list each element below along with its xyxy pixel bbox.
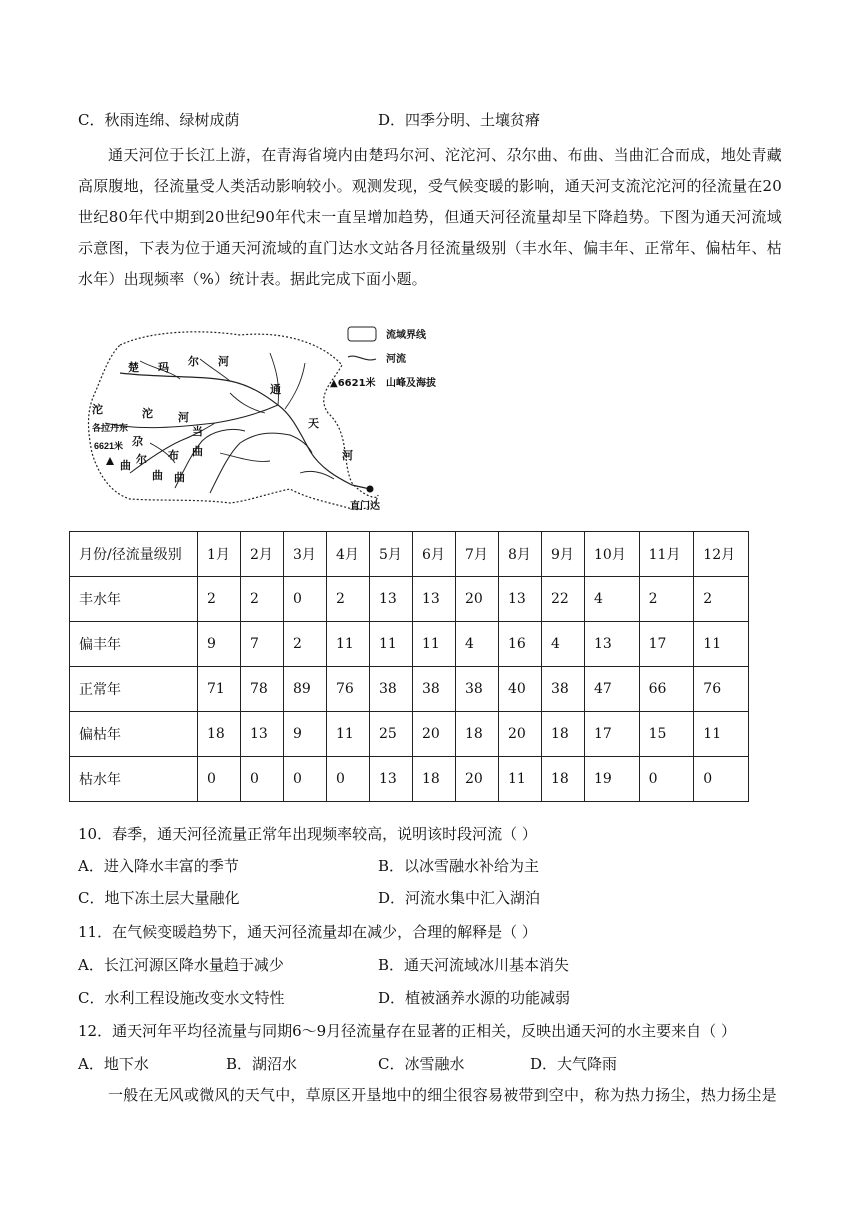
table-cell: 15 — [639, 712, 694, 757]
label-he2: 河 — [178, 412, 189, 424]
table-cell: 47 — [585, 667, 640, 712]
table-cell: 9 — [284, 712, 327, 757]
option-c-prev: C．秋雨连绵、绿树成荫 — [78, 111, 240, 129]
label-peak-alt: 6621米 — [94, 441, 124, 451]
river-tributary-g — [300, 471, 334, 479]
table-cell: 4 — [542, 622, 585, 667]
table-cell: 2 — [639, 577, 694, 622]
legend-river-swatch — [348, 356, 376, 360]
table-cell: 0 — [284, 757, 327, 802]
table-cell: 11 — [370, 622, 413, 667]
label-dang: 当 — [192, 426, 203, 438]
table-row-label: 枯水年 — [70, 757, 198, 802]
table-cell: 38 — [542, 667, 585, 712]
passage-text: 通天河位于长江上游，在青海省境内由楚玛尔河、沱沱河、尕尔曲、布曲、当曲汇合而成，地处青藏高原腹地，径流量受人类活动影响较小。观测发现，受气候变暖的影响，通天河支流沱沱河的径流量在20世纪80年代中期到20世纪90年代末一直呈增加趋势，但通天河径流量却呈下降趋势。下图为通天河流域示意图，下表为位于通天河流域的直门达水文站各月径流量级别（丰水年、偏丰年、正常年、偏枯年、枯水年）出现频率（%）统计表。据此完成下面小题。 — [78, 146, 782, 288]
label-er2: 尔 — [136, 454, 147, 466]
table-cell: 2月 — [241, 532, 284, 577]
table-cell: 13 — [370, 757, 413, 802]
runoff-frequency-table — [69, 531, 749, 802]
table-cell: 5月 — [370, 532, 413, 577]
q10-option-c: C．地下冻土层大量融化 — [78, 889, 240, 907]
table-cell: 76 — [694, 667, 749, 712]
label-qu3: 曲 — [192, 446, 203, 458]
table-cell: 89 — [284, 667, 327, 712]
table-cell: 19 — [585, 757, 640, 802]
table-cell: 11 — [413, 622, 456, 667]
table-cell: 12月 — [694, 532, 749, 577]
q11-option-a: A．长江河源区降水量趋于减少 — [78, 956, 284, 974]
table-cell: 1月 — [198, 532, 241, 577]
q12-option-a: A．地下水 — [78, 1055, 149, 1073]
table-cell: 2 — [327, 577, 370, 622]
q12-option-b: B．湖沼水 — [226, 1055, 298, 1073]
table-cell: 6月 — [413, 532, 456, 577]
q11-option-d: D．植被涵养水源的功能减弱 — [378, 989, 571, 1007]
table-cell: 10月 — [585, 532, 640, 577]
q11-option-b: B．通天河流域冰川基本消失 — [378, 956, 570, 974]
table-cell: 4 — [456, 622, 499, 667]
label-he1: 河 — [218, 356, 229, 368]
label-he3: 河 — [342, 450, 353, 462]
table-cell: 9月 — [542, 532, 585, 577]
table-cell: 38 — [413, 667, 456, 712]
table-cell: 71 — [198, 667, 241, 712]
table-cell: 13 — [413, 577, 456, 622]
table-row-label: 月份/径流量级别 — [70, 532, 198, 577]
table-cell: 7 — [241, 622, 284, 667]
label-tuo2: 沱 — [142, 408, 153, 420]
peak-icon — [106, 457, 114, 465]
label-tian: 天 — [308, 418, 319, 430]
river-tributary-e — [230, 393, 265, 413]
table-cell: 18 — [413, 757, 456, 802]
river-dangqu — [210, 433, 312, 493]
table-cell: 13 — [370, 577, 413, 622]
basin-boundary — [89, 332, 379, 510]
table-cell: 0 — [327, 757, 370, 802]
table-cell: 66 — [639, 667, 694, 712]
label-qu2: 曲 — [174, 472, 185, 484]
table-cell: 17 — [585, 712, 640, 757]
label-zhimenda: 直门达 — [350, 501, 380, 512]
table-cell: 20 — [499, 712, 542, 757]
legend-peak-label: 山峰及海拔 — [386, 378, 436, 389]
table-cell: 11 — [327, 622, 370, 667]
table-cell: 4月 — [327, 532, 370, 577]
zhimenda-station-dot — [367, 486, 374, 493]
river-tributary-c — [270, 353, 279, 405]
table-cell: 0 — [198, 757, 241, 802]
label-tuo1: 沱 — [92, 404, 103, 416]
table-cell: 2 — [198, 577, 241, 622]
table-cell: 16 — [499, 622, 542, 667]
table-row — [70, 622, 749, 667]
table-cell: 20 — [456, 757, 499, 802]
option-d-prev: D．四季分明、土壤贫瘠 — [378, 111, 541, 129]
legend-river-label: 河流 — [386, 354, 406, 365]
table-row — [70, 577, 749, 622]
table-cell: 76 — [327, 667, 370, 712]
table-cell: 11 — [694, 712, 749, 757]
table-cell: 0 — [639, 757, 694, 802]
table-cell: 20 — [413, 712, 456, 757]
label-chu: 楚 — [128, 362, 139, 374]
table-cell: 18 — [456, 712, 499, 757]
table-cell: 0 — [241, 757, 284, 802]
table-row — [70, 667, 749, 712]
table-cell: 20 — [456, 577, 499, 622]
table-row — [70, 757, 749, 802]
table-cell: 38 — [370, 667, 413, 712]
q10-option-d: D．河流水集中汇入湖泊 — [378, 889, 541, 907]
table-cell: 17 — [639, 622, 694, 667]
table-cell: 13 — [499, 577, 542, 622]
map-drawing — [80, 323, 440, 523]
table-cell: 22 — [542, 577, 585, 622]
legend-boundary-label: 流域界线 — [386, 330, 426, 341]
label-geladandong: 各拉丹东 — [92, 423, 129, 433]
table-row-label: 偏丰年 — [70, 622, 198, 667]
table-cell: 13 — [241, 712, 284, 757]
table-cell: 78 — [241, 667, 284, 712]
table-cell: 13 — [585, 622, 640, 667]
label-qu1: 曲 — [120, 460, 131, 472]
table-header-row — [70, 532, 749, 577]
table-cell: 2 — [284, 622, 327, 667]
next-passage-text: 一般在无风或微风的天气中，草原区开垦地中的细尘很容易被带到空中，称为热力扬尘，热力扬尘是 — [108, 1086, 777, 1104]
table-cell: 11 — [694, 622, 749, 667]
q12-stem: 12．通天河年平均径流量与同期6～9月径流量存在显著的正相关，反映出通天河的水主要来自（ ） — [78, 1022, 736, 1040]
table-cell: 9 — [198, 622, 241, 667]
q10-option-a: A．进入降水丰富的季节 — [78, 857, 239, 875]
q11-stem: 11．在气候变暖趋势下，通天河径流量却在减少，合理的解释是（ ） — [78, 923, 537, 941]
table-row-label: 丰水年 — [70, 577, 198, 622]
q10-stem: 10．春季，通天河径流量正常年出现频率较高，说明该时段河流（ ） — [78, 825, 537, 843]
label-bu: 布 — [168, 450, 179, 462]
q12-option-d: D．大气降雨 — [530, 1055, 618, 1073]
q11-option-c: C．水利工程设施改变水文特性 — [78, 989, 285, 1007]
table-cell: 40 — [499, 667, 542, 712]
river-tributary-d — [285, 363, 305, 409]
table-cell: 38 — [456, 667, 499, 712]
q12-option-c: C．冰雪融水 — [378, 1055, 465, 1073]
table-cell: 4 — [585, 577, 640, 622]
table-cell: 18 — [198, 712, 241, 757]
table-cell: 8月 — [499, 532, 542, 577]
table-cell: 11 — [327, 712, 370, 757]
table-row — [70, 712, 749, 757]
label-qu4: 曲 — [152, 470, 163, 482]
table-row-label: 偏枯年 — [70, 712, 198, 757]
table-cell: 11 — [499, 757, 542, 802]
table-cell: 0 — [284, 577, 327, 622]
table-cell: 11月 — [639, 532, 694, 577]
label-ga: 尕 — [132, 436, 143, 448]
label-er: 尔 — [188, 356, 199, 368]
table-cell: 0 — [694, 757, 749, 802]
table-cell: 2 — [694, 577, 749, 622]
q10-option-b: B．以冰雪融水补给为主 — [378, 857, 540, 875]
label-tong: 通 — [270, 384, 281, 396]
table-cell: 7月 — [456, 532, 499, 577]
tongtian-river-basin-map — [80, 323, 440, 523]
table-row-label: 正常年 — [70, 667, 198, 712]
table-cell: 18 — [542, 757, 585, 802]
table-cell: 3月 — [284, 532, 327, 577]
legend-peak-symbol: ▲6621米 — [330, 378, 376, 389]
table-cell: 2 — [241, 577, 284, 622]
label-ma: 玛 — [158, 362, 169, 374]
table-cell: 25 — [370, 712, 413, 757]
legend-boundary-swatch — [348, 327, 376, 341]
table-cell: 18 — [542, 712, 585, 757]
